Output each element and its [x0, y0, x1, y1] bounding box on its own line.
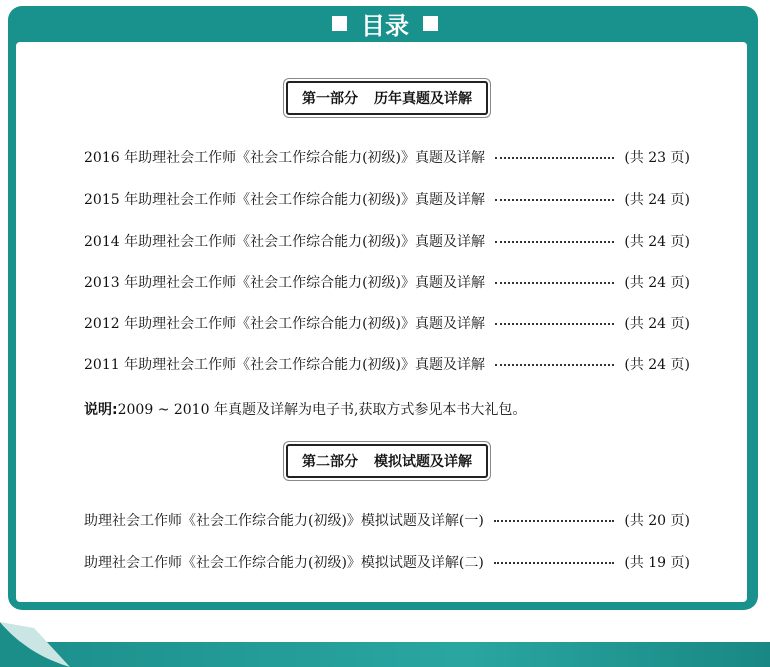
bottom-band [0, 642, 770, 667]
square-bullet-icon [332, 16, 347, 31]
section-badge-part-two [286, 444, 488, 478]
toc-entry-title: 2016 年助理社会工作师《社会工作综合能力(初级)》真题及详解 [84, 150, 486, 166]
leader-dots [495, 358, 614, 366]
toc-entry[interactable] [84, 229, 690, 253]
toc-entry-title: 2011 年助理社会工作师《社会工作综合能力(初级)》真题及详解 [84, 357, 486, 373]
toc-entry-pages: (共 20 页) [624, 513, 690, 529]
note-label: 说明: [84, 402, 118, 418]
toc-entry-pages: (共 24 页) [624, 275, 690, 291]
toc-entry-title: 2012 年助理社会工作师《社会工作综合能力(初级)》真题及详解 [84, 316, 486, 332]
toc-entry[interactable] [84, 550, 690, 574]
toc-entry[interactable] [84, 352, 690, 376]
section-part-label: 第一部分 [302, 91, 358, 107]
leader-dots [495, 193, 614, 201]
leader-dots [495, 235, 614, 243]
section-name-label: 模拟试题及详解 [374, 454, 472, 470]
leader-dots [494, 514, 615, 522]
page-curl-icon [0, 618, 70, 667]
title-text: 目录 [361, 11, 409, 40]
toc-entry[interactable] [84, 145, 690, 169]
note-text: 2009 ~ 2010 年真题及详解为电子书,获取方式参见本书大礼包。 [117, 402, 527, 418]
section-name-label: 历年真题及详解 [374, 91, 472, 107]
toc-entry-title: 助理社会工作师《社会工作综合能力(初级)》模拟试题及详解(一) [84, 513, 484, 529]
toc-entry-pages: (共 24 页) [624, 316, 690, 332]
toc-entry-pages: (共 24 页) [624, 357, 690, 373]
toc-entry-title: 2013 年助理社会工作师《社会工作综合能力(初级)》真题及详解 [84, 275, 486, 291]
section-badge-part-one [286, 81, 488, 115]
toc-entry-title: 助理社会工作师《社会工作综合能力(初级)》模拟试题及详解(二) [84, 555, 484, 571]
square-bullet-icon [423, 16, 438, 31]
toc-entry-title: 2015 年助理社会工作师《社会工作综合能力(初级)》真题及详解 [84, 192, 486, 208]
toc-entry-pages: (共 24 页) [624, 234, 690, 250]
leader-dots [495, 276, 614, 284]
section-note [84, 398, 526, 420]
toc-entry-pages: (共 23 页) [624, 150, 690, 166]
leader-dots [494, 556, 615, 564]
toc-entry[interactable] [84, 508, 690, 532]
leader-dots [495, 151, 614, 159]
toc-entry[interactable] [84, 187, 690, 211]
toc-entry-pages: (共 19 页) [624, 555, 690, 571]
leader-dots [495, 317, 614, 325]
toc-entry-pages: (共 24 页) [624, 192, 690, 208]
toc-entry[interactable] [84, 270, 690, 294]
page-title [0, 6, 770, 40]
section-part-label: 第二部分 [302, 454, 358, 470]
toc-entry-title: 2014 年助理社会工作师《社会工作综合能力(初级)》真题及详解 [84, 234, 486, 250]
toc-entry[interactable] [84, 311, 690, 335]
